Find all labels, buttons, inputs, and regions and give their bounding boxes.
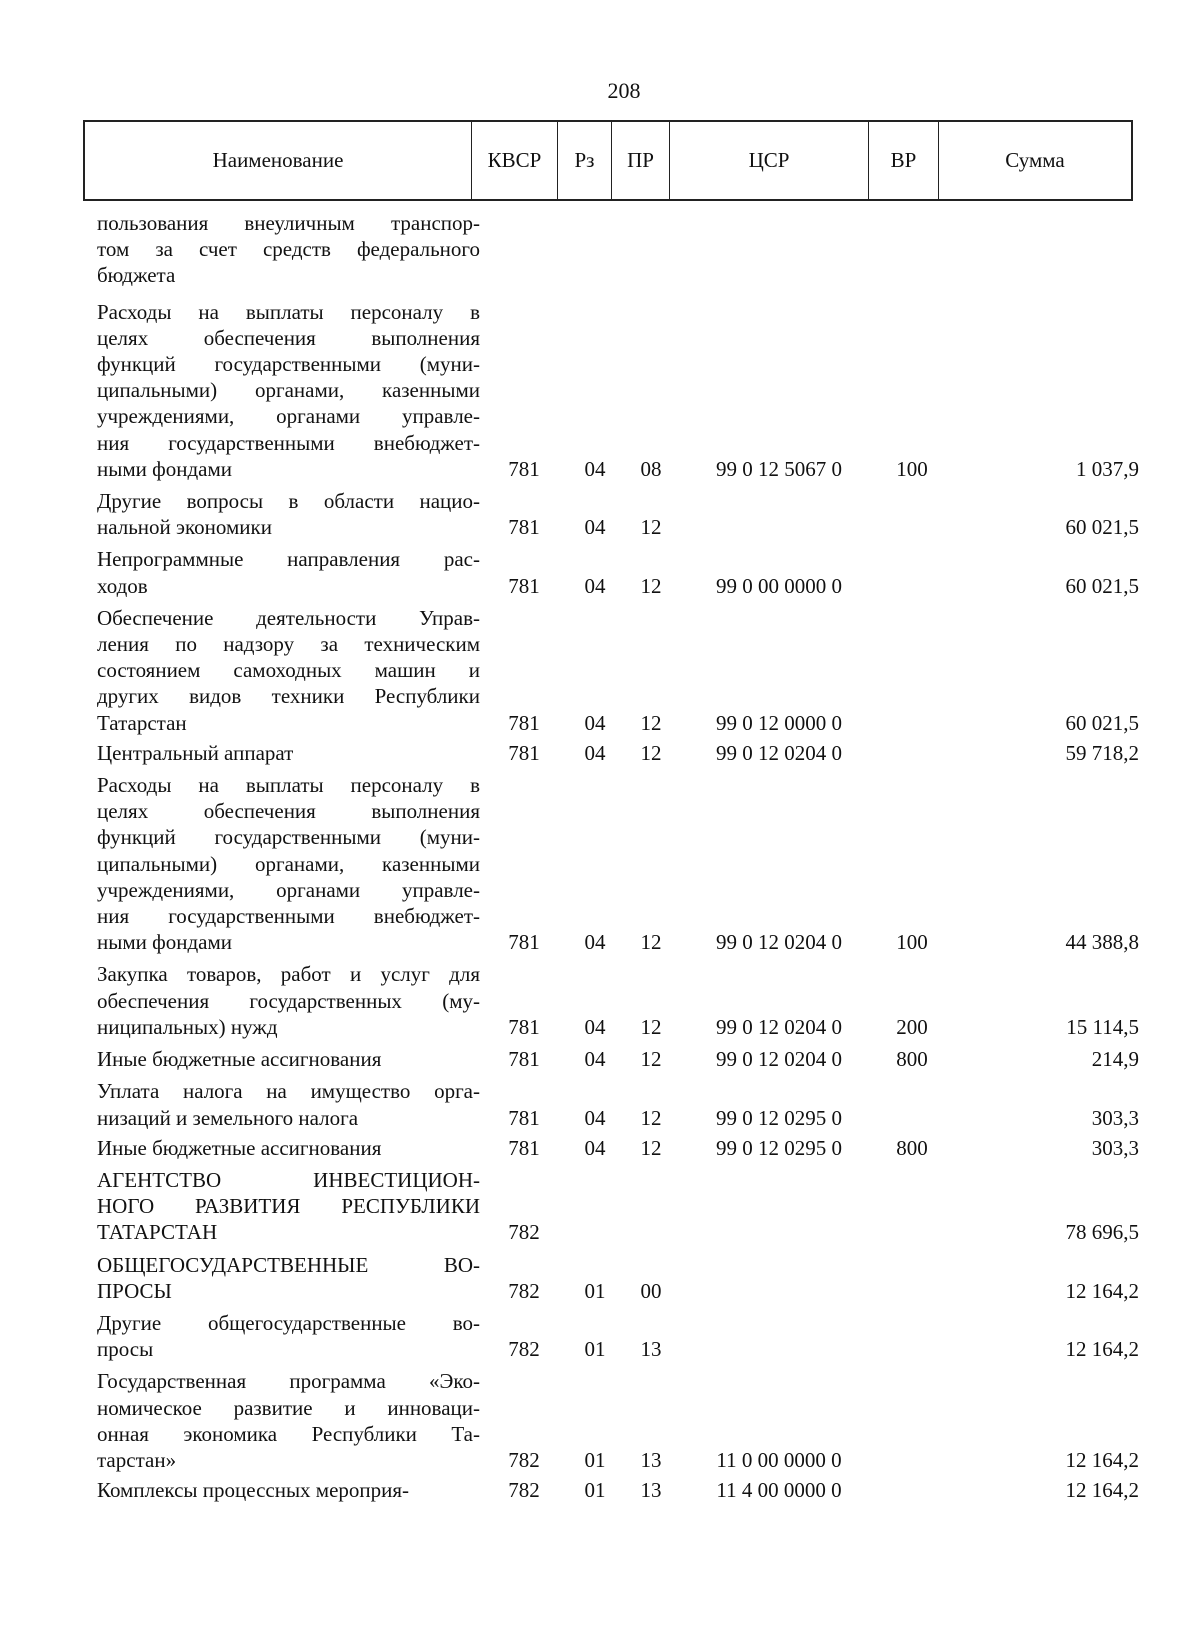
table-row — [0, 961, 1200, 1040]
row-sum: 59 718,2 — [1065, 740, 1139, 765]
row-vr: 200 — [896, 1014, 928, 1039]
row-kvsr: 781 — [508, 1047, 540, 1072]
row-sum: 12 164,2 — [1065, 1278, 1139, 1303]
row-csr: 11 0 00 0000 0 — [716, 1447, 842, 1472]
row-name: Другие общегосударственные во- просы — [97, 1310, 480, 1362]
row-vr: 800 — [896, 1135, 928, 1160]
row-rz: 01 — [584, 1447, 606, 1472]
row-csr: 99 0 12 5067 0 — [716, 456, 842, 481]
table-row — [0, 772, 1200, 955]
row-csr: 11 4 00 0000 0 — [716, 1478, 842, 1503]
row-rz: 04 — [584, 930, 606, 955]
row-pr: 08 — [640, 456, 662, 481]
row-kvsr: 782 — [508, 1220, 540, 1245]
row-kvsr: 782 — [508, 1447, 540, 1472]
row-csr: 99 0 12 0204 0 — [716, 1047, 842, 1072]
row-rz: 04 — [584, 740, 606, 765]
table-row — [0, 299, 1200, 482]
row-sum: 60 021,5 — [1065, 515, 1139, 540]
row-name: Непрограммные направления рас- ходов — [97, 547, 480, 598]
row-pr: 12 — [640, 573, 662, 598]
header-kvsr: КВСР — [472, 122, 558, 199]
table-row — [0, 546, 1200, 598]
row-pr: 12 — [640, 1105, 662, 1130]
row-kvsr: 782 — [508, 1278, 540, 1303]
header-pr: ПР — [612, 122, 670, 199]
row-rz: 04 — [584, 1047, 606, 1072]
table-row — [0, 1477, 1200, 1503]
row-pr: 13 — [640, 1337, 662, 1362]
row-vr: 100 — [896, 456, 928, 481]
row-kvsr: 781 — [508, 1105, 540, 1130]
row-pr: 12 — [640, 1135, 662, 1160]
table-row — [0, 1167, 1200, 1246]
row-pr: 13 — [640, 1447, 662, 1472]
row-pr: 12 — [640, 740, 662, 765]
row-rz: 04 — [584, 1135, 606, 1160]
row-name: Иные бюджетные ассигнования — [97, 1047, 382, 1072]
row-sum: 78 696,5 — [1065, 1220, 1139, 1245]
row-csr: 99 0 12 0204 0 — [716, 930, 842, 955]
row-csr: 99 0 12 0204 0 — [716, 1014, 842, 1039]
row-name: Закупка товаров, работ и услуг для обеспечения государственных (му- ниципальных) нужд — [97, 962, 480, 1039]
row-csr: 99 0 12 0295 0 — [716, 1135, 842, 1160]
row-pr: 12 — [640, 1047, 662, 1072]
row-name: Обеспечение деятельности Управ- ления по надзору за техническим состоянием самоходных машин и других видов техники Республики Татарстан — [97, 605, 480, 735]
row-kvsr: 781 — [508, 456, 540, 481]
row-sum: 60 021,5 — [1065, 573, 1139, 598]
row-rz: 04 — [584, 515, 606, 540]
row-sum: 303,3 — [1091, 1105, 1139, 1130]
table-row — [0, 740, 1200, 766]
row-pr: 12 — [640, 930, 662, 955]
table-row — [0, 1310, 1200, 1362]
row-csr: 99 0 12 0295 0 — [716, 1105, 842, 1130]
row-name: Центральный аппарат — [97, 740, 294, 765]
row-rz: 01 — [584, 1337, 606, 1362]
row-rz: 04 — [584, 573, 606, 598]
row-name: Уплата налога на имущество орга- низаций и земельного налога — [97, 1079, 480, 1130]
row-rz: 01 — [584, 1478, 606, 1503]
row-sum: 60 021,5 — [1065, 710, 1139, 735]
row-csr: 99 0 12 0204 0 — [716, 740, 842, 765]
row-kvsr: 781 — [508, 930, 540, 955]
row-name: Расходы на выплаты персоналу в целях обеспечения выполнения функций государственными (муни- ципальными) органами, казенными учреждениями, органами управле- ния государственными внебюджет- ными фондами — [97, 299, 480, 481]
table-row — [0, 1135, 1200, 1161]
row-rz: 04 — [584, 456, 606, 481]
row-kvsr: 781 — [508, 515, 540, 540]
row-sum: 44 388,8 — [1065, 930, 1139, 955]
table-row — [0, 1078, 1200, 1130]
row-rz: 04 — [584, 1014, 606, 1039]
row-kvsr: 781 — [508, 710, 540, 735]
row-kvsr: 782 — [508, 1337, 540, 1362]
row-kvsr: 781 — [508, 573, 540, 598]
row-name: Комплексы процессных мероприя- — [97, 1478, 410, 1503]
row-rz: 04 — [584, 1105, 606, 1130]
row-pr: 12 — [640, 1014, 662, 1039]
row-kvsr: 781 — [508, 1135, 540, 1160]
page-number: 208 — [607, 78, 641, 103]
table-header — [83, 120, 1133, 201]
row-sum: 214,9 — [1091, 1047, 1139, 1072]
table-row — [0, 1046, 1200, 1072]
row-name: Другие вопросы в области нацио- нальной экономики — [97, 489, 480, 540]
row-pr: 12 — [640, 710, 662, 735]
row-name: пользования внеуличным транспор- том за счет средств федерального бюджета — [97, 211, 480, 288]
header-sum: Сумма — [1005, 148, 1065, 172]
header-rz: Рз — [558, 122, 612, 199]
row-sum: 12 164,2 — [1065, 1478, 1139, 1503]
table-row — [0, 1368, 1200, 1473]
row-pr: 00 — [640, 1278, 662, 1303]
row-kvsr: 781 — [508, 740, 540, 765]
row-sum: 15 114,5 — [1066, 1014, 1139, 1039]
row-name: Иные бюджетные ассигнования — [97, 1135, 382, 1160]
row-rz: 04 — [584, 710, 606, 735]
row-name: АГЕНТСТВО ИНВЕСТИЦИОН- НОГО РАЗВИТИЯ РЕСПУБЛИКИ ТАТАРСТАН — [97, 1167, 480, 1245]
row-rz: 01 — [584, 1278, 606, 1303]
row-name: Расходы на выплаты персоналу в целях обеспечения выполнения функций государственными (муни- ципальными) органами, казенными учреждениями, органами управле- ния государственными внебюджет- ными фондами — [97, 773, 480, 955]
table-row — [0, 488, 1200, 540]
header-vr: ВР — [869, 122, 939, 199]
table-row — [0, 1252, 1200, 1304]
row-vr: 800 — [896, 1047, 928, 1072]
row-sum: 12 164,2 — [1065, 1447, 1139, 1472]
row-kvsr: 782 — [508, 1478, 540, 1503]
header-csr: ЦСР — [670, 122, 869, 199]
header-name: Наименование — [85, 122, 472, 199]
row-csr: 99 0 12 0000 0 — [716, 710, 842, 735]
row-sum: 303,3 — [1091, 1135, 1139, 1160]
row-pr: 12 — [640, 515, 662, 540]
row-sum: 1 037,9 — [1076, 456, 1139, 481]
row-name: Государственная программа «Эко- номическое развитие и инноваци- онная экономика Республики Та- тарстан» — [97, 1369, 480, 1472]
row-sum: 12 164,2 — [1065, 1337, 1139, 1362]
row-csr: 99 0 00 0000 0 — [716, 573, 842, 598]
table-row — [0, 605, 1200, 736]
row-pr: 13 — [640, 1478, 662, 1503]
row-kvsr: 781 — [508, 1014, 540, 1039]
row-vr: 100 — [896, 930, 928, 955]
table-body — [0, 204, 1200, 1503]
table-row — [0, 210, 1200, 289]
row-name: ОБЩЕГОСУДАРСТВЕННЫЕ ВО- ПРОСЫ — [97, 1252, 480, 1303]
